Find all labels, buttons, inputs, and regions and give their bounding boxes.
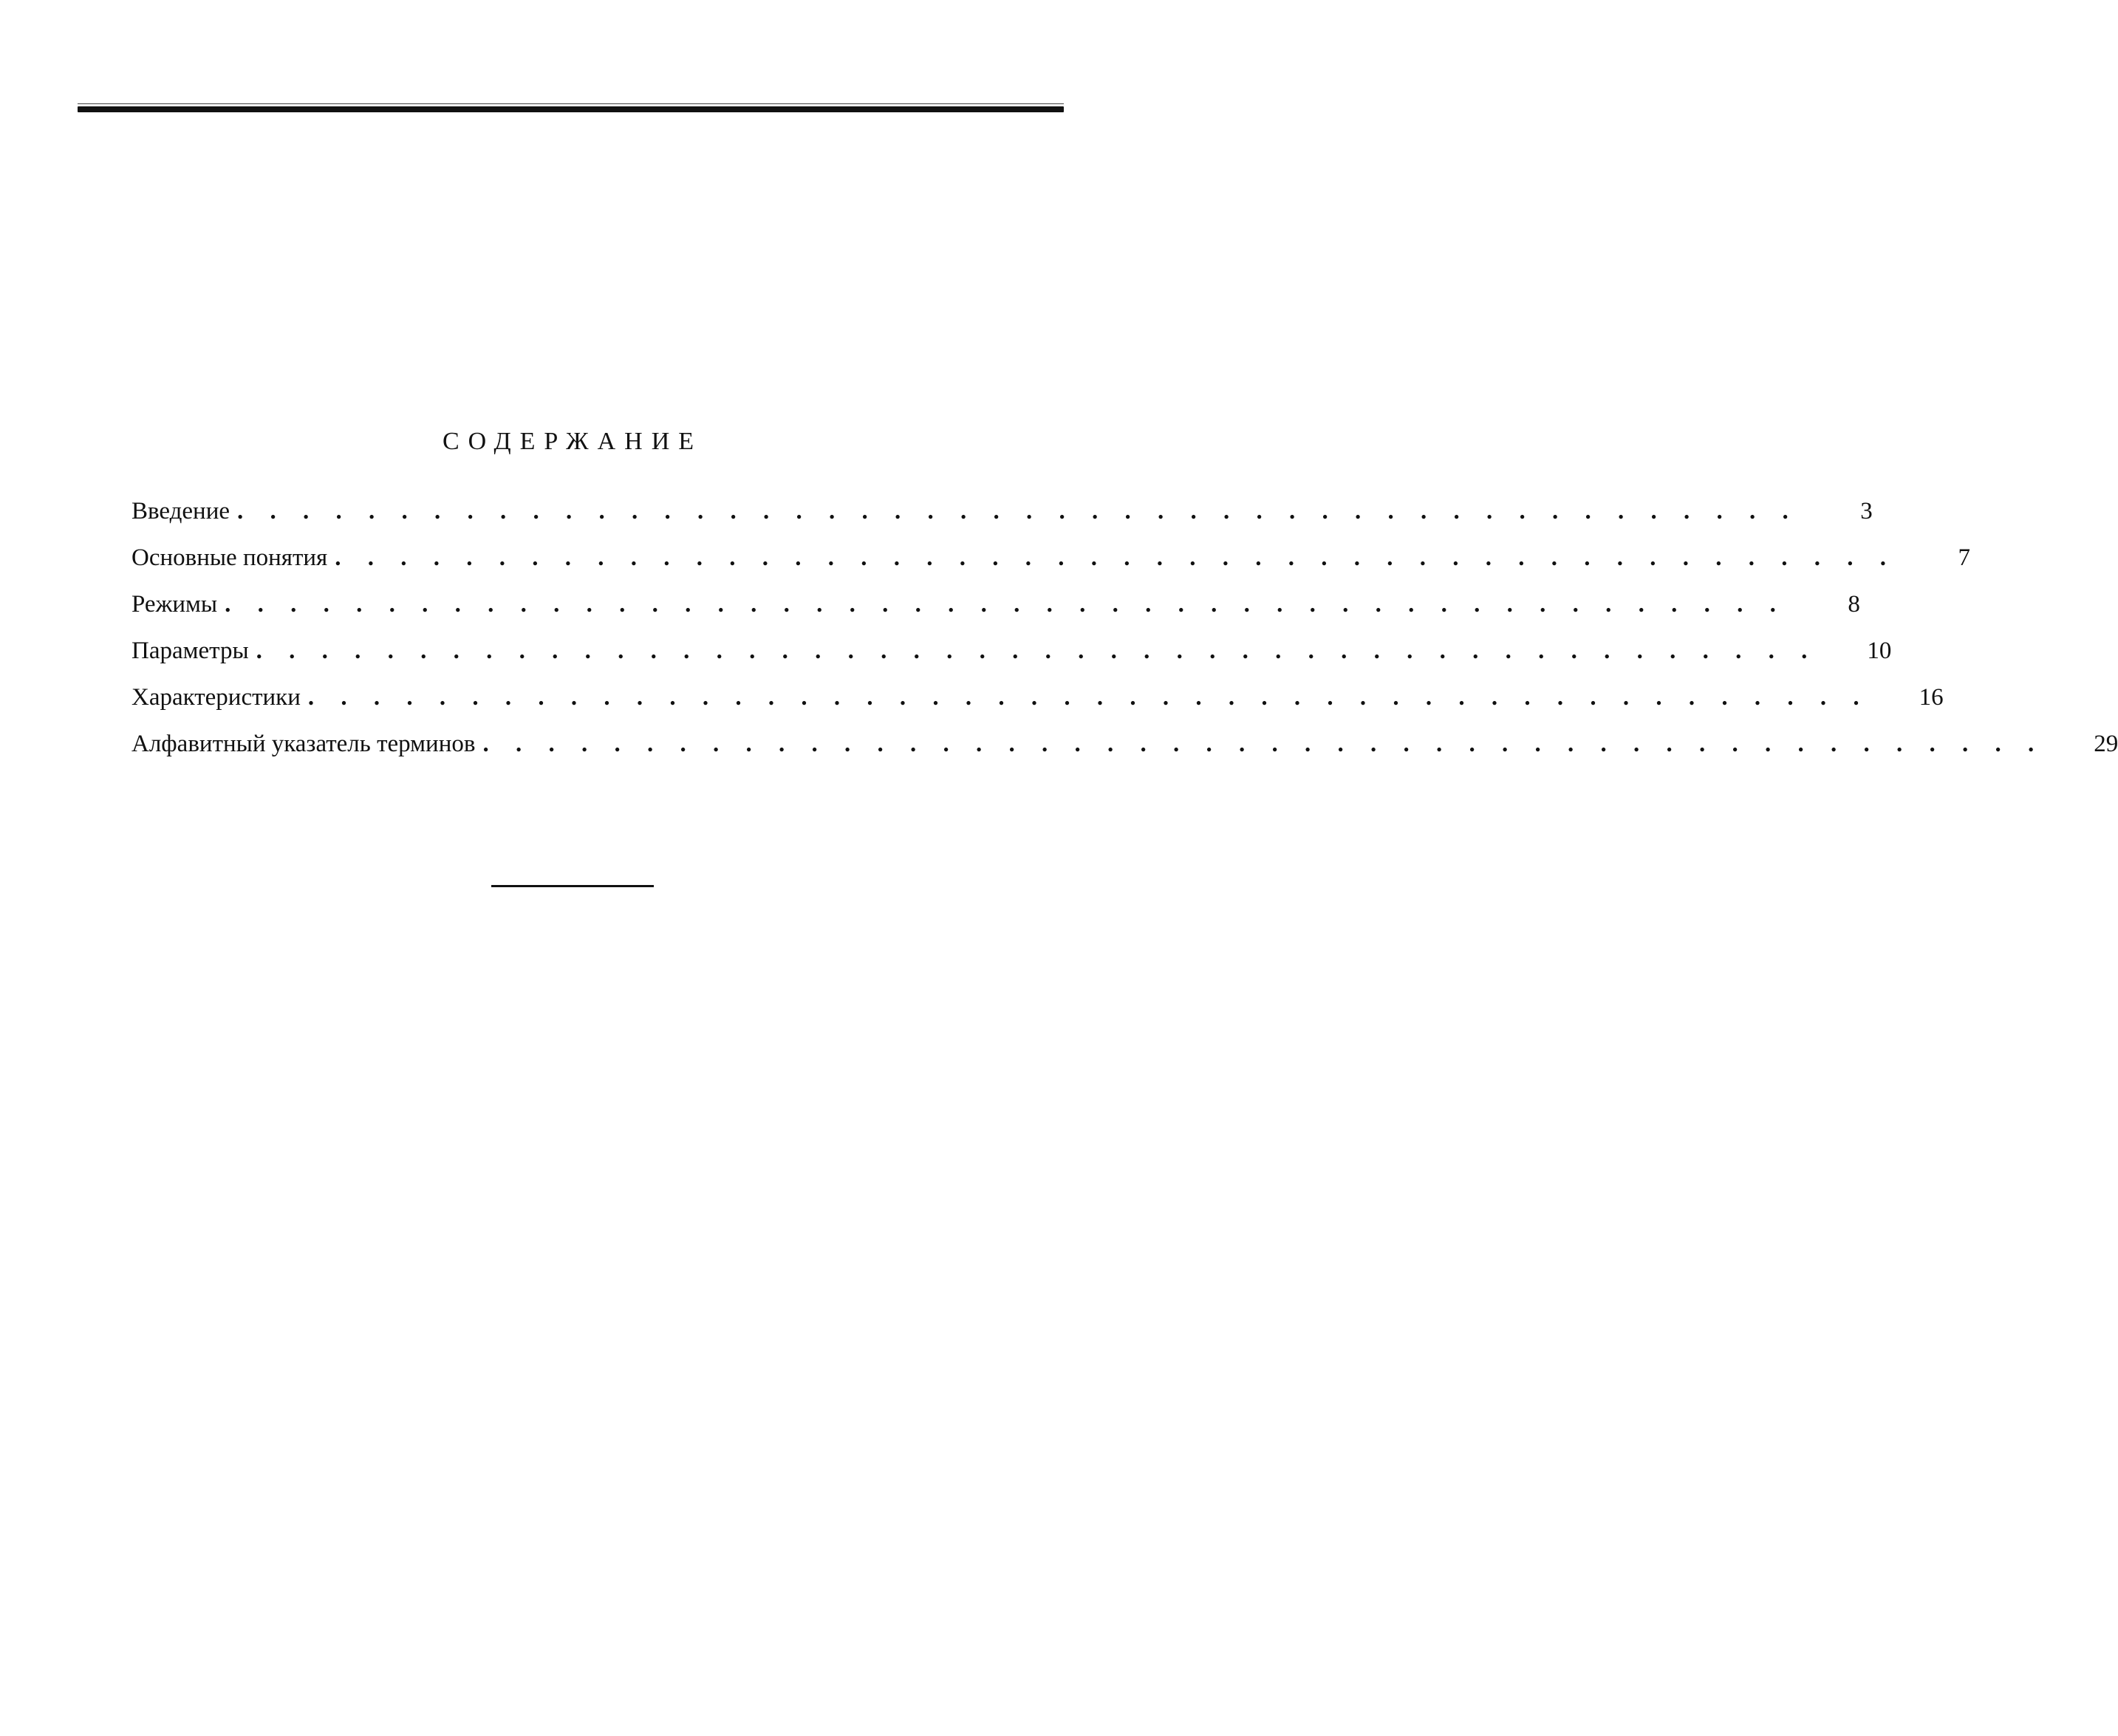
toc-entry-parameters[interactable] (131, 636, 1892, 683)
dot-leader: . . . . . . . . . . . . . . . . . . . . . . . . . . . . . . . . . . . . . . . . . . . . . . . . (307, 684, 1870, 711)
section-end-rule (491, 885, 654, 887)
toc-entry-label: Параметры (131, 638, 249, 664)
toc-entry-modes[interactable] (131, 590, 1860, 636)
dot-leader: . . . . . . . . . . . . . . . . . . . . . . . . . . . . . . . . . . . . . . . . . . . . . . . . (335, 544, 1896, 571)
top-rule-hairline (78, 103, 1064, 104)
toc-entry-label: Основные понятия (131, 544, 328, 571)
dot-leader: . . . . . . . . . . . . . . . . . . . . . . . . . . . . . . . . . . . . . . . . . . . . . . . . (482, 731, 2045, 757)
toc-entry-introduction[interactable] (131, 496, 1873, 543)
toc-entry-label: Характеристики (131, 684, 301, 711)
toc-entry-basic-concepts[interactable] (131, 543, 1970, 590)
page-title: СОДЕРЖАНИЕ (442, 428, 703, 455)
dot-leader: . . . . . . . . . . . . . . . . . . . . . . . . . . . . . . . . . . . . . . . . . . . . . . . . (256, 638, 1818, 664)
top-rule (78, 106, 1064, 112)
toc-entry-page: 3 (1860, 498, 1873, 524)
toc-entry-label: Алфавитный указатель терминов (131, 731, 476, 757)
toc-entry-label: Режимы (131, 591, 218, 618)
toc-entry-page: 16 (1919, 684, 1944, 711)
toc-entry-page: 10 (1867, 638, 1892, 664)
table-of-contents (131, 496, 2118, 776)
toc-entry-page: 29 (2094, 731, 2118, 757)
toc-entry-characteristics[interactable] (131, 683, 1944, 729)
dot-leader: . . . . . . . . . . . . . . . . . . . . . . . . . . . . . . . . . . . . . . . . . . . . . . . . (237, 498, 1799, 524)
toc-entry-page: 8 (1848, 591, 1860, 618)
dot-leader: . . . . . . . . . . . . . . . . . . . . . . . . . . . . . . . . . . . . . . . . . . . . . . . . (225, 591, 1786, 618)
toc-entry-page: 7 (1958, 544, 1970, 571)
toc-entry-term-index[interactable] (131, 729, 2118, 776)
toc-entry-label: Введение (131, 498, 230, 524)
